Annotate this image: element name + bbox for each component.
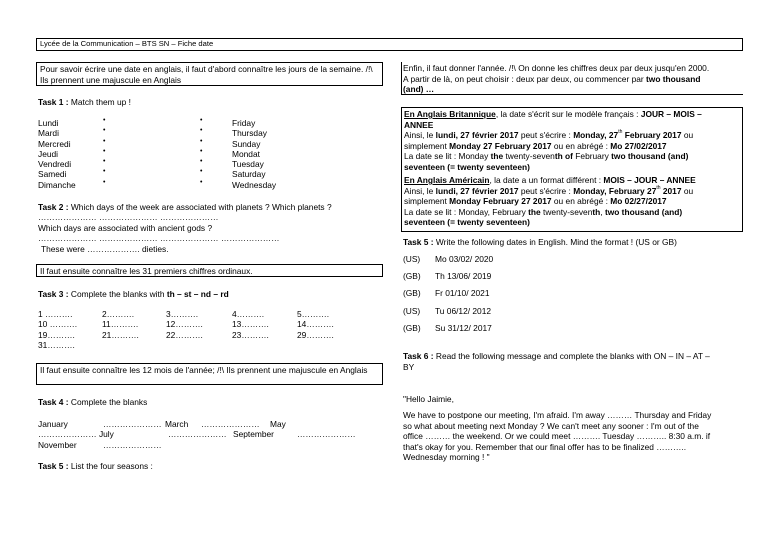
gb-line-4: simplement Monday 27 February 2017 ou en abrégé : Mo 27/02/2017 [404, 140, 667, 151]
blank-april[interactable]: ………………… [201, 419, 260, 429]
task5-right-heading [403, 237, 677, 248]
date-format: (GB) [403, 271, 421, 282]
month-january: January [38, 419, 68, 429]
french-day: Dimanche [38, 179, 76, 190]
task1-english-days [232, 118, 276, 190]
blank-february[interactable]: ………………… [103, 419, 162, 429]
gb-us-box [401, 107, 743, 232]
match-dot-left[interactable]: • [103, 168, 106, 176]
task1-dots-left [103, 116, 105, 188]
blank-august[interactable]: ………………… [168, 429, 227, 439]
match-dot-left[interactable]: • [103, 178, 106, 186]
match-dot-right[interactable]: • [200, 168, 203, 176]
task2-blank-line-3[interactable]: These were ………………. dieties. [41, 244, 169, 254]
ordinal-blank[interactable]: 3………. [166, 309, 199, 319]
match-dot-left[interactable]: • [103, 158, 106, 166]
french-day: Mardi [38, 128, 59, 139]
year-box-border [401, 62, 743, 95]
gb-line-2: ANNEE [404, 119, 434, 130]
month-march: March [165, 419, 189, 429]
english-day: Wednesday [232, 179, 277, 190]
gb-line-6: seventeen (= twenty seventeen) [404, 161, 530, 172]
year-line-1: Enfin, il faut donner l'année. /!\ On donne les chiffres deux par deux jusqu'en 2000. [403, 63, 710, 73]
task6-text-2: BY [403, 361, 415, 372]
gb-line-1: En Anglais Britannique, la date s'écrit sur le modèle français : JOUR – MOIS – [404, 109, 702, 119]
match-dot-left[interactable]: • [103, 137, 106, 145]
ordinal-blank[interactable]: 13………. [232, 319, 269, 330]
message-line: so what about meeting next Monday ? We can't meet any sooner : I'm out of the [403, 420, 699, 431]
ordinal-blank[interactable]: 5………. [297, 309, 330, 319]
task2-text: Which days of the week are associated with planets ? Which planets ? [70, 202, 332, 212]
task5-left-heading [38, 461, 153, 472]
task4-label: Task 4 : [38, 397, 69, 407]
english-day: Friday [232, 118, 256, 128]
english-day: Thursday [232, 128, 267, 139]
french-day: Jeudi [38, 148, 59, 159]
match-dot-right[interactable]: • [200, 127, 203, 135]
month-september: September [233, 429, 274, 439]
task2-blank-line-2[interactable]: ………………… ………………… ………………… ………………… [38, 233, 280, 243]
date-format: (US) [403, 254, 421, 264]
task4-heading [38, 397, 147, 408]
date-value: Fr 01/10/ 2021 [435, 288, 490, 299]
english-day: Saturday [232, 169, 266, 180]
french-day: Vendredi [38, 159, 72, 170]
months-box [36, 363, 383, 385]
match-dot-left[interactable]: • [103, 127, 106, 135]
ordinal-blank[interactable]: 12………. [166, 319, 203, 330]
task2-blank-line-1[interactable]: ………………… ………………… ………………… [38, 212, 219, 222]
gb-line-3: Ainsi, le lundi, 27 février 2017 peut s'écrire : Monday, 27th February 2017 ou [404, 129, 694, 140]
date-format: (GB) [403, 322, 421, 333]
us-line-1: En Anglais Américain, la date a un format différent : MOIS – JOUR – ANNEE [404, 175, 696, 185]
task3-label: Task 3 : [38, 289, 69, 299]
ordinal-blank[interactable]: 21………. [102, 329, 139, 340]
french-day: Mercredi [38, 138, 71, 149]
date-value: Tu 06/12/ 2012 [435, 305, 492, 316]
ordinal-blank[interactable]: 4………. [232, 309, 265, 319]
task5-right-text: Write the following dates in English. Mind the format ! (US or GB) [435, 237, 677, 247]
match-dot-right[interactable]: • [200, 137, 203, 145]
english-day: Tuesday [232, 159, 264, 170]
task1-french-days [38, 118, 76, 190]
task2-label: Task 2 : [38, 202, 69, 212]
ordinal-blank[interactable]: 29………. [297, 329, 334, 340]
date-item [403, 305, 492, 317]
match-dot-right[interactable]: • [200, 147, 203, 155]
intro-text: Pour savoir écrire une date en anglais, il faut d'abord connaître les jours de la semaine. /!\ Ils prennent une majuscule en Anglais [40, 64, 373, 85]
year-line-3: (and) … [403, 84, 435, 94]
header-title: Lycée de la Communication – BTS SN – Fiche date [40, 39, 214, 48]
task6-heading [403, 351, 743, 372]
message-line: Wednesday morning ! " [403, 452, 490, 462]
task4-text: Complete the blanks [70, 397, 148, 407]
us-line-5: seventeen (= twenty seventeen) [404, 217, 530, 227]
task3-text: Complete the blanks with [70, 289, 165, 299]
months-text: Il faut ensuite connaître les 12 mois de l'année; /!\ Ils prennent une majuscule en Anglais [40, 365, 368, 375]
blank-june-july[interactable]: ………………… July [38, 429, 114, 439]
blank-october[interactable]: ………………… [297, 429, 356, 439]
us-line-4: La date se lit : Monday, February the twenty-seventh, two thousand (and) [404, 206, 683, 217]
ordinal-blank[interactable]: 23………. [232, 329, 269, 340]
match-dot-left[interactable]: • [103, 147, 106, 155]
ordinal-blank[interactable]: 14………. [297, 319, 334, 330]
header-box [36, 38, 743, 51]
date-format: (US) [403, 305, 421, 316]
date-value: Mo 03/02/ 2020 [435, 254, 494, 264]
task5-left-text: List the four seasons : [70, 461, 153, 471]
ordinal-blank[interactable]: 10 ………. [38, 319, 78, 330]
match-dot-right[interactable]: • [200, 158, 203, 166]
task2-heading [38, 202, 332, 213]
ordinal-box [36, 264, 383, 277]
ordinal-blank[interactable]: 11………. [102, 319, 139, 330]
task3-suffixes: th – st – nd – rd [166, 289, 229, 299]
gb-line-5: La date se lit : Monday the twenty-seventh of February two thousand (and) [404, 151, 689, 161]
ordinal-blank[interactable]: 31………. [38, 339, 75, 350]
ordinal-text: Il faut ensuite connaître les 31 premiers chiffres ordinaux. [40, 266, 253, 276]
message-line: that's okay for you. Remember that our final offer has to be finalized ……….. [403, 441, 687, 452]
task6-greeting: "Hello Jaimie, [403, 394, 454, 404]
english-day: Mondat [232, 148, 260, 159]
intro-box [36, 62, 383, 86]
match-dot-right[interactable]: • [200, 178, 203, 186]
blank-december[interactable]: ………………… [103, 440, 162, 450]
us-line-3: simplement Monday February 27 2017 ou en abrégé : Mo 02/27/2017 [404, 196, 667, 206]
task1-text: Match them up ! [70, 97, 131, 107]
task5-left-label: Task 5 : [38, 461, 69, 471]
ordinal-blank[interactable]: 19………. [38, 329, 75, 340]
month-november: November [38, 440, 77, 450]
english-day: Sunday [232, 138, 261, 149]
task3-heading [38, 289, 229, 300]
task6-label: Task 6 : [403, 351, 434, 361]
message-line: We have to postpone our meeting, I'm afraid. I'm away ……… Thursday and Friday [403, 410, 712, 420]
message-line: office ……… the weekend. Or we could meet ………. Tuesday ……….. 8:30 a.m. if [403, 431, 711, 441]
ordinal-blank[interactable]: 22………. [166, 329, 203, 340]
ordinal-blank[interactable]: 1 ………. [38, 309, 73, 319]
match-dot-left[interactable]: • [103, 117, 106, 124]
task1-dots-right [200, 116, 202, 188]
date-item [403, 322, 492, 334]
month-may: May [270, 419, 286, 429]
date-value: Su 31/12/ 2017 [435, 322, 492, 333]
task6-message [403, 410, 748, 463]
year-line-2: A partir de là, on peut choisir : deux par deux, ou commencer par two thousand [403, 73, 701, 84]
date-item [403, 288, 490, 299]
french-day: Lundi [38, 118, 59, 128]
task5-right-label: Task 5 : [403, 237, 434, 247]
task2-question-2: Which days are associated with ancient gods ? [38, 223, 213, 233]
date-value: Th 13/06/ 2019 [435, 271, 492, 282]
french-day: Samedi [38, 169, 67, 180]
task6-text: Read the following message and complete the blanks with ON – IN – AT – [435, 351, 710, 361]
task1-heading [38, 97, 131, 108]
date-item [403, 271, 492, 282]
task1-label: Task 1 : [38, 97, 69, 107]
ordinal-blank[interactable]: 2………. [102, 309, 135, 319]
date-item [403, 254, 494, 265]
match-dot-right[interactable]: • [200, 117, 203, 124]
date-format: (GB) [403, 288, 421, 299]
us-line-2: Ainsi, le lundi, 27 février 2017 peut s'écrire : Monday, February 27th 2017 ou [404, 184, 694, 196]
